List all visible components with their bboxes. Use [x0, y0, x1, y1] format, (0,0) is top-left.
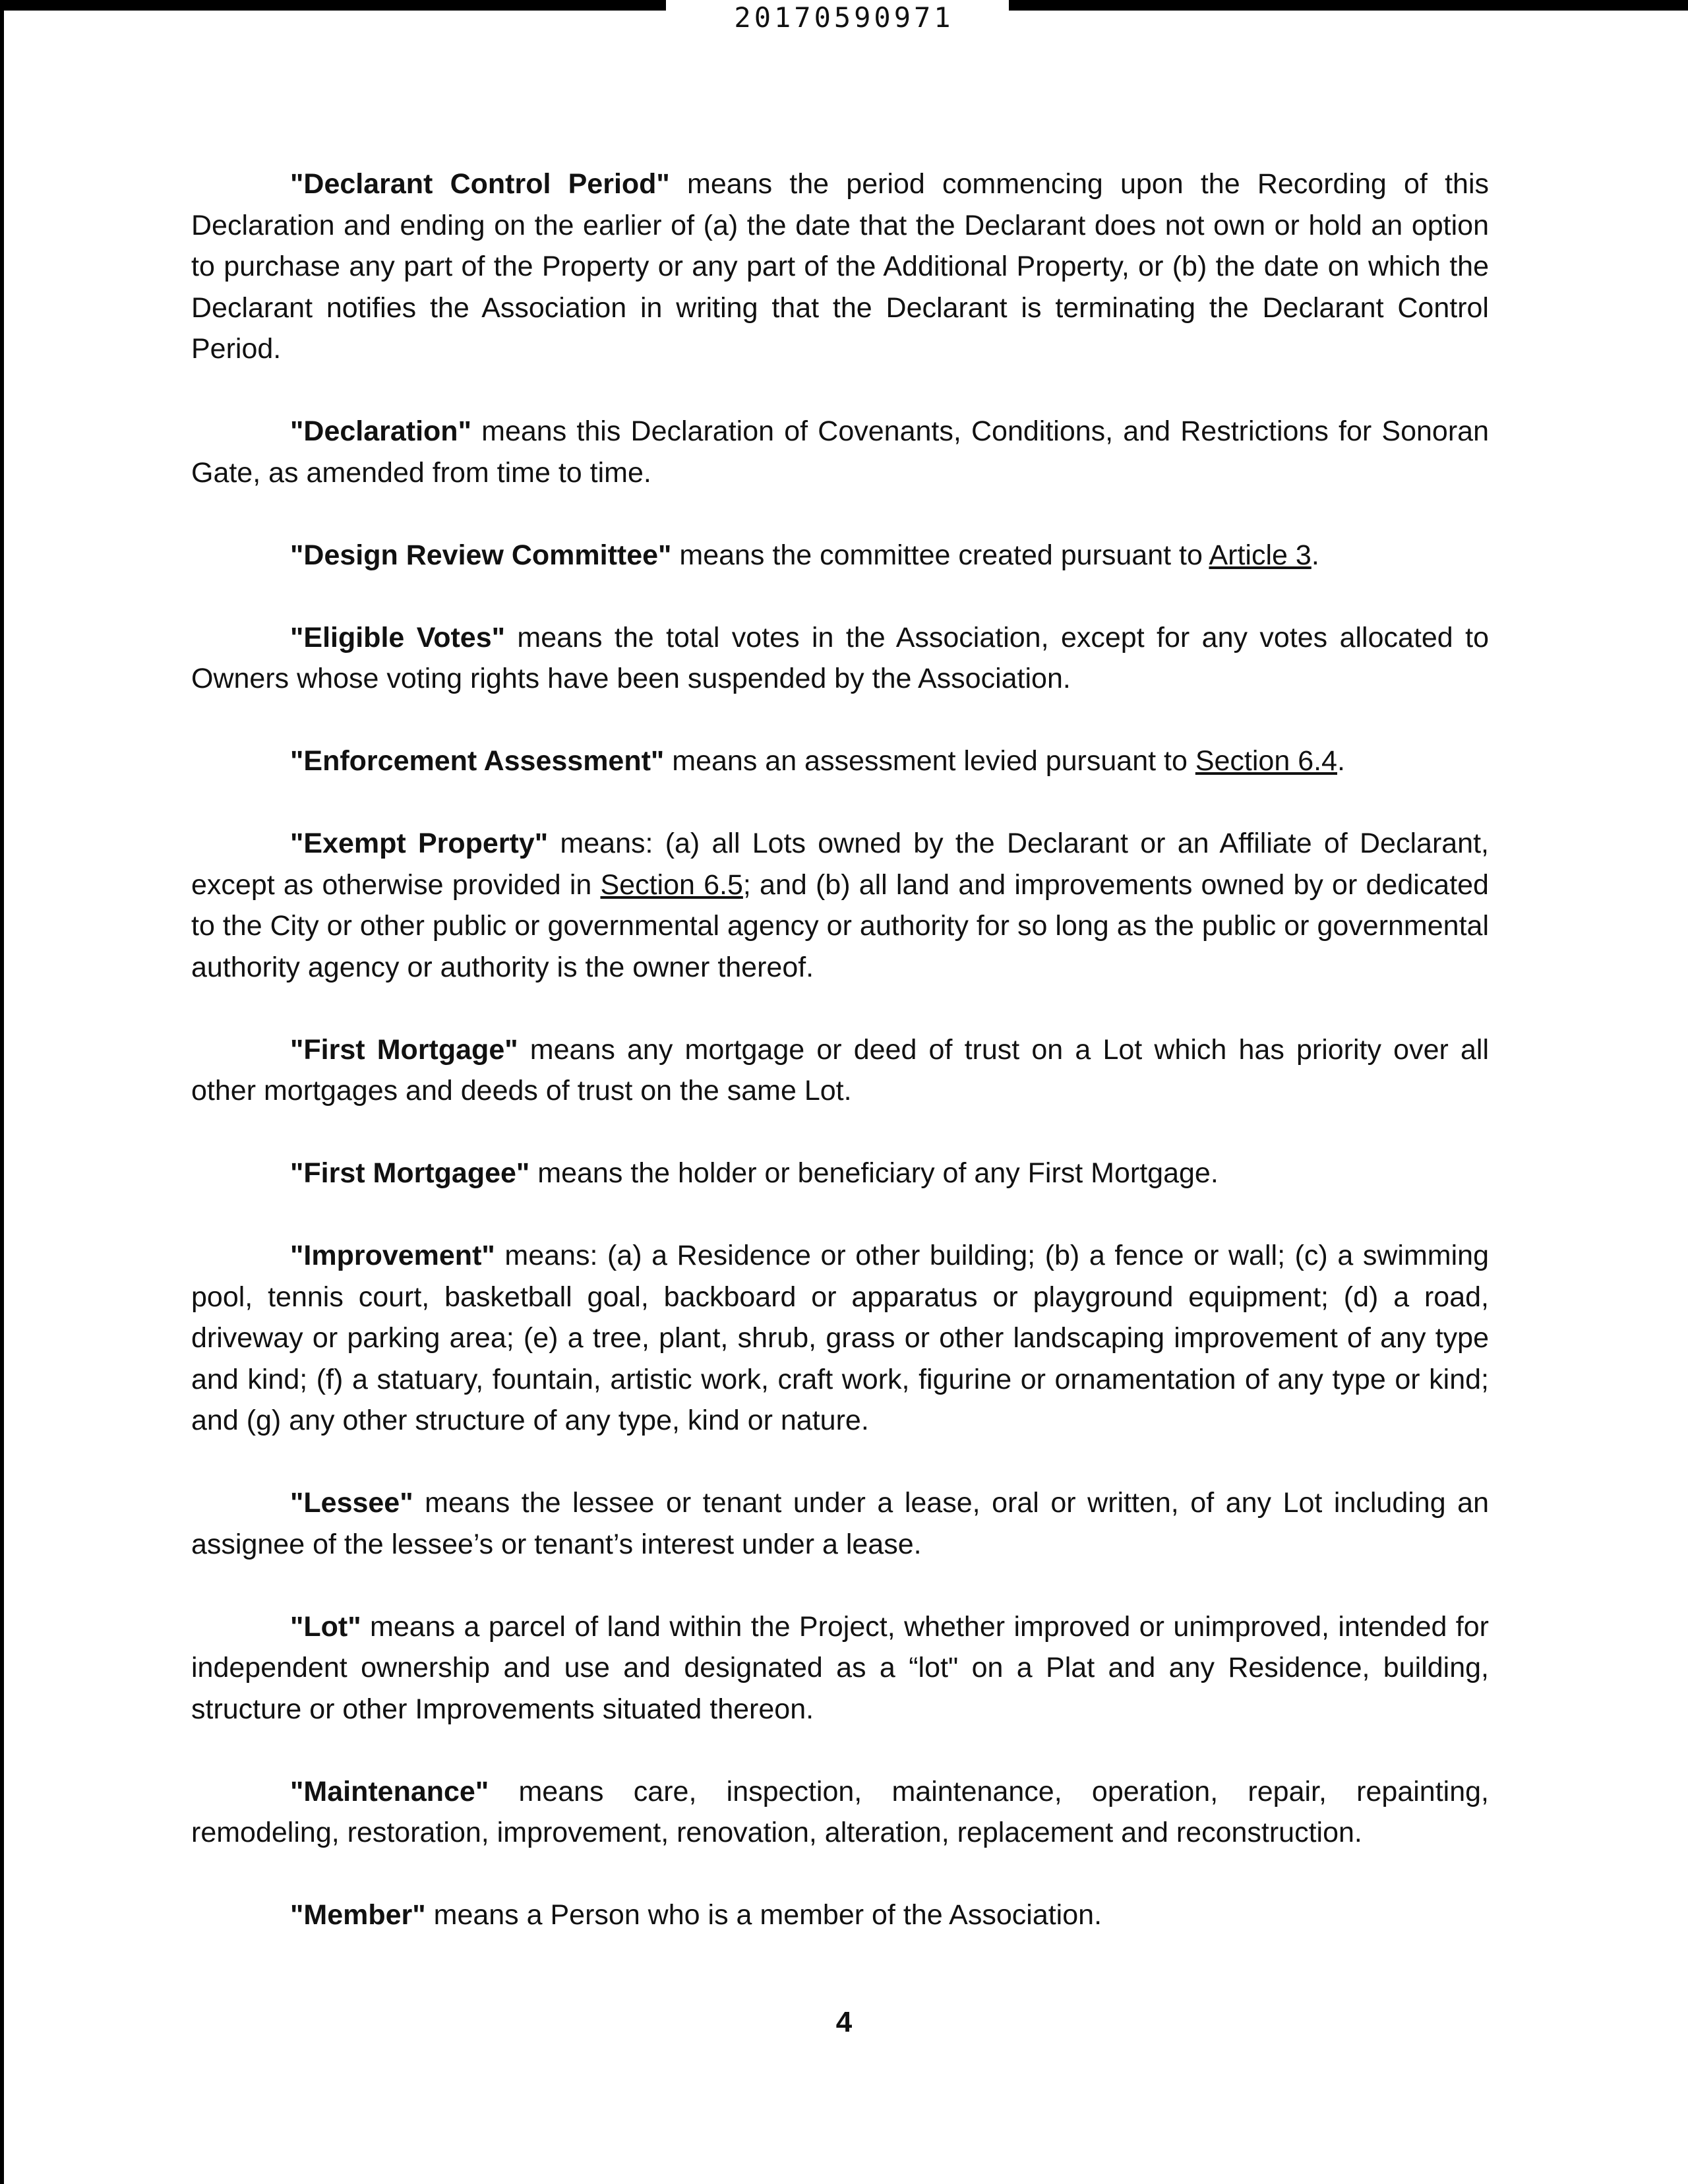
definition-declarant-control-period: [191, 164, 1489, 370]
definition-text-end: .: [1337, 745, 1345, 777]
definition-text: means any mortgage or deed of trust on a Lot which has priority over all other mortgages and deeds of trust on the same Lot.: [191, 1033, 1489, 1107]
definitions-body: [191, 164, 1489, 1936]
definition-term: "Eligible Votes": [290, 621, 506, 653]
definition-term: "Exempt Property": [290, 828, 549, 859]
definition-first-mortgage: [191, 1029, 1489, 1112]
definition-term: "Declarant Control Period": [290, 168, 670, 200]
definition-text: means a parcel of land within the Project, whether improved or unimproved, intended for independent ownership and use and designated as a “lot" on a Plat and any Residence, building, structure or other Improvements situated thereon.: [191, 1610, 1489, 1725]
definition-term: "Enforcement Assessment": [290, 745, 665, 777]
definition-lot: [191, 1606, 1489, 1730]
definition-term: "First Mortgage": [290, 1033, 518, 1066]
definition-improvement: [191, 1235, 1489, 1441]
definition-term: "Member": [290, 1899, 426, 1931]
definition-text: means this Declaration of Covenants, Conditions, and Restrictions for Sonoran Gate, as amended from time to time.: [191, 415, 1489, 489]
definition-declaration: [191, 411, 1489, 493]
cross-reference-article-3: Article 3: [1209, 539, 1311, 571]
scan-border-left: [0, 0, 4, 2184]
definition-term: "Declaration": [290, 415, 471, 447]
definition-text-end: .: [1311, 539, 1319, 571]
page-number: 4: [835, 2006, 853, 2038]
definition-exempt-property: [191, 823, 1489, 988]
cross-reference-section-6-5: Section 6.5: [600, 868, 743, 901]
definition-eligible-votes: [191, 617, 1489, 700]
definition-term: "First Mortgagee": [290, 1157, 530, 1189]
definition-text: means a Person who is a member of the Association.: [425, 1899, 1102, 1931]
definition-enforcement-assessment: [191, 741, 1489, 782]
recording-number: 20170590971: [734, 1, 954, 34]
definition-text: means the total votes in the Association, except for any votes allocated to Owners whose voting rights have been suspended by the Association.: [191, 621, 1489, 694]
definition-text: means the holder or beneficiary of any First Mortgage.: [529, 1157, 1219, 1189]
definition-term: "Design Review Committee": [290, 539, 672, 571]
definition-term: "Maintenance": [290, 1775, 489, 1807]
definition-text: means: (a) all Lots owned by the Declarant or an Affiliate of Declarant, except as otherwise provided in: [191, 828, 1489, 901]
definition-design-review-committee: [191, 535, 1489, 576]
definition-member: [191, 1895, 1489, 1936]
definition-text: means the period commencing upon the Recording of this Declaration and ending on the earlier of (a) the date that the Declarant does not own or hold an option to purchase any part of the Property or any part of the Additional Property, or (b) the date on which the Declarant notifies the Association in writing that the Declarant is terminating the Declarant Control Period.: [191, 168, 1489, 365]
definition-term: "Lessee": [290, 1487, 413, 1519]
definition-text-end: ; and (b) all land and improvements owned by or dedicated to the City or other public or governmental agency or authority for so long as the public or governmental authority agency or authority is the owner thereof.: [191, 868, 1489, 983]
definition-text: means the lessee or tenant under a lease, oral or written, of any Lot including an assignee of the lessee’s or tenant’s interest under a lease.: [191, 1487, 1489, 1560]
definition-text: means: (a) a Residence or other building; (b) a fence or wall; (c) a swimming pool, tennis court, basketball goal, backboard or apparatus or playground equipment; (d) a road, driveway or parking area; (e) a tree, plant, shrub, grass or other landscaping improvement of any type and kind; (f) a statuary, fountain, artistic work, craft work, figurine or ornamentation of any type or kind; and (g) any other structure of any type, kind or nature.: [191, 1240, 1489, 1436]
definition-first-mortgagee: [191, 1153, 1489, 1194]
definition-term: "Improvement": [290, 1240, 495, 1271]
definition-lessee: [191, 1482, 1489, 1565]
definition-text: means an assessment levied pursuant to: [664, 745, 1195, 777]
definition-text: means care, inspection, maintenance, operation, repair, repainting, remodeling, restoration, improvement, renovation, alteration, replacement and reconstruction.: [191, 1775, 1489, 1848]
cross-reference-section-6-4: Section 6.4: [1195, 745, 1337, 777]
definition-maintenance: [191, 1771, 1489, 1854]
definition-term: "Lot": [290, 1610, 361, 1643]
definition-text: means the committee created pursuant to: [671, 539, 1209, 571]
